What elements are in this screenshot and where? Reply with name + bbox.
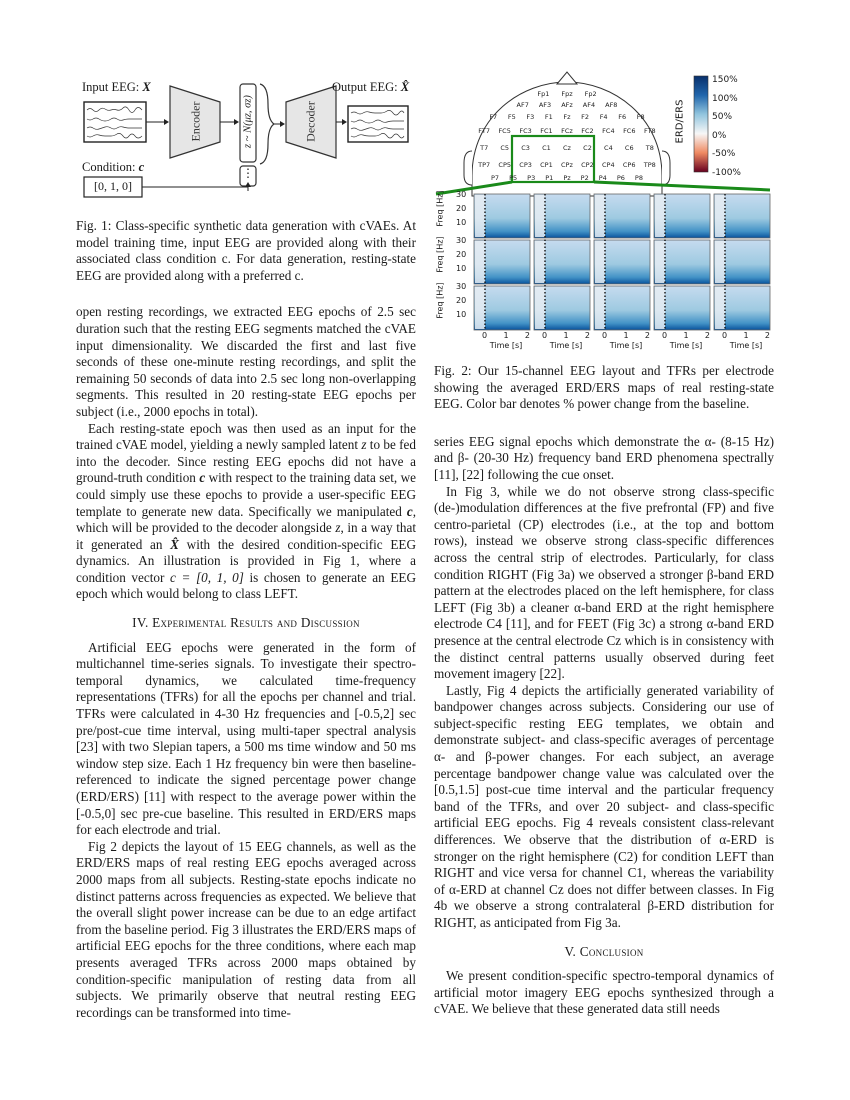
output-eeg-label: Output EEG: X̂ [332, 80, 410, 94]
paragraph: Fig 2 depicts the layout of 15 EEG channels, as well as the ERD/ERS maps of real resting EEG epochs averaged across 2000 maps from all subjects. Resting-state epochs indicate no distinct patterns across frequencies as expected. We believe that the overall slight power increase can be due to an edge artifact from the baseline period. Fig 3 illustrates the ERD/ERS maps of artificial EEG epochs for the three conditions, where each map presents averaged TFRs across 2000 maps obtained by condition-specific manipulation of resting data from all subjects. We primarily observe that neutral resting EEG recordings can be transformed into time- [76, 838, 416, 1020]
section-heading-v: V. Conclusion [564, 943, 644, 959]
ellipsis-glyph: ⋮ [242, 166, 254, 180]
figure-2-layout-and-tfrs: Fp1 Fpz Fp2 AF7 AF3 AFz AF4 AF8 F7 F5 F3 F1 Fz F2 F4 F6 F8 FT7 FC5 FC3 FC1 FCz FC2 FC4 FC6 FT8 T7 C5 C3 C1 Cz C2 C4 C6 T8 TP7 CP5 CP3 CP1 CPz CP2 CP4 CP6 TP8 P7 P5 P3 P1 Pz P2 P4 P6 P8 ERD/ERS 150% 100% 50% 0% -50% -100% Freq [Hz] Freq [Hz] Freq [Hz] 30 20 10 30 20 10 30 20 10 0 1 2 0 1 2 0 1 2 0 1 2 0 1 2 Time [s] Time [s] Time [s] Time [s] Time [s] [432, 66, 772, 356]
colorbar-label: ERD/ERS [674, 99, 686, 144]
decoder-label: Decoder [303, 101, 318, 142]
figure-1-diagram [76, 70, 426, 210]
figure-1-caption: Fig. 1: Class-specific synthetic data generation with cVAEs. At model training time, input EEG are provided along with their associated class condition c. For data generation, resting-state EEG are provided along with a preferred c. [76, 218, 416, 283]
left-column [76, 218, 416, 1021]
input-eeg-label: Input EEG: X [82, 80, 151, 94]
tfr-grid [474, 194, 770, 330]
paragraph: Artificial EEG epochs were generated in the form of multichannel time-series signals. To investigate their spectro-temporal dynamics, we calculated time-frequency representations (TFRs) for all the epochs per channel and trial. TFRs were calculated in 4-30 Hz frequencies and [-0.5,2] sec pre/post-cue time interval, using multi-taper spectral analysis [23] with two Slepian tapers, a 500 ms time window and 50 ms window step size. Each 1 Hz frequency bin were then baseline-referenced to indicate the signed percentage power change (ERD/ERS) [11] with respect to the average power within the [-0.5,0] sec pre-cue baseline. This resulted in ERD/ERS maps for each electrode and trial. [76, 639, 416, 838]
colorbar-ticks: 150% 100% 50% 0% -50% -100% [712, 75, 741, 178]
paragraph: In Fig 3, while we do not observe strong class-specific (de-)modulation differences at the five prefrontal (FP) and five centro-parietal (CP) electrodes (i.e., at the top and bottom rows), instead we observe strong class-specific differences across the central strip of electrodes. Particularly, for class condition RIGHT (Fig 3a) we observed a stronger β-band ERD pattern at the electrodes placed on the left hemisphere, for class LEFT (Fig 3b) a cleaner α-band ERD at the right hemisphere electrode C4 [11], and for FEET (Fig 3c) a strong α-band ERD presence at the central electrode Cz which is in consistency with the distinct central patterns usually observed during feet movement imagery [22]. [434, 483, 774, 682]
encoder-label: Encoder [188, 101, 203, 142]
paragraph: Lastly, Fig 4 depicts the artificially generated variability of bandpower changes across subjects. Considering our use of subject-specific resting EEG templates, we obtain and demonstrate subject- and class-specific averages of percentage α- and β-power changes. For each subject, an average percentage bandpower change value was calculated over the [0.5,1.5] post-cue time interval and the particular frequency band of the TFRs, and over 20 subject- and class-specific artificial EEG epochs. Fig 4 reveals consistent class-relevant differences. We observe that the distribution of α-ERD is stronger on the right hemisphere (C2) for condition LEFT than RIGHT and vice versa for channel C1, whereas the variability of α-ERD at channel Cz does not differ between classes. In Fig 4b we observe a strong contralateral β-ERD distribution for RIGHT, as anticipated from Fig 3a. [434, 682, 774, 930]
condition-value: [0, 1, 0] [94, 179, 132, 193]
figure-2-caption: Fig. 2: Our 15-channel EEG layout and TFRs per electrode showing the averaged ERD/ERS maps of real resting-state EEG. Color bar denotes % power change from the baseline. [434, 363, 774, 412]
section-heading-iv: IV. Experimental Results and Discussion [132, 615, 360, 631]
paragraph: open resting recordings, we extracted EEG epochs of 2.5 sec duration such that the resting EEG segments matched the cVAE input dimensionality. We discarded the first and last five seconds of these one-minute resting recordings, and split the remaining 50 seconds of data into 2.5 sec long non-overlapping segments. This resulted in 20 resting-state EEG epochs per subject (i.e., 2000 epochs in total). [76, 304, 416, 419]
paragraph: series EEG signal epochs which demonstrate the α- (8-15 Hz) and β- (20-30 Hz) frequency band ERD phenomena spectrally [11], [22] following the cue onset. [434, 433, 774, 482]
condition-label: Condition: c [82, 160, 145, 174]
latent-label: z ~ N(μz, σz) [242, 95, 254, 148]
paragraph: We present condition-specific spectro-temporal dynamics of artificial motor imagery EEG epochs synthesized through a cVAE. We believe that these generated data still needs [434, 968, 774, 1017]
paragraph: Each resting-state epoch was then used as an input for the trained cVAE model, yielding a newly sampled latent z to be fed into the decoder. Since resting EEG epochs did not have a ground-truth condition c with respect to the training data set, we could simply use these epochs to provide a user-specific EEG template to generate new data. Specifically we manipulated c, which will be provided to the decoder alongside z, in a way that it generated an X̂ with the desired condition-specific EEG dynamics. An illustration is provided in Fig 1, where a condition vector c = [0, 1, 0] is chosen to generate an EEG epoch which would belong to class LEFT. [76, 420, 417, 602]
right-column [434, 363, 774, 1018]
electrode-map: Fp1 Fpz Fp2 AF7 AF3 AFz AF4 AF8 F7 F5 F3 F1 Fz F2 F4 F6 F8 FT7 FC5 FC3 FC1 FCz FC2 FC4 FC6 FT8 T7 C5 C3 C1 Cz C2 C4 C6 T8 TP7 CP5 CP3 CP1 CPz CP2 CP4 CP6 TP8 P7 P5 P3 P1 Pz P2 P4 P6 P8 [478, 90, 656, 182]
